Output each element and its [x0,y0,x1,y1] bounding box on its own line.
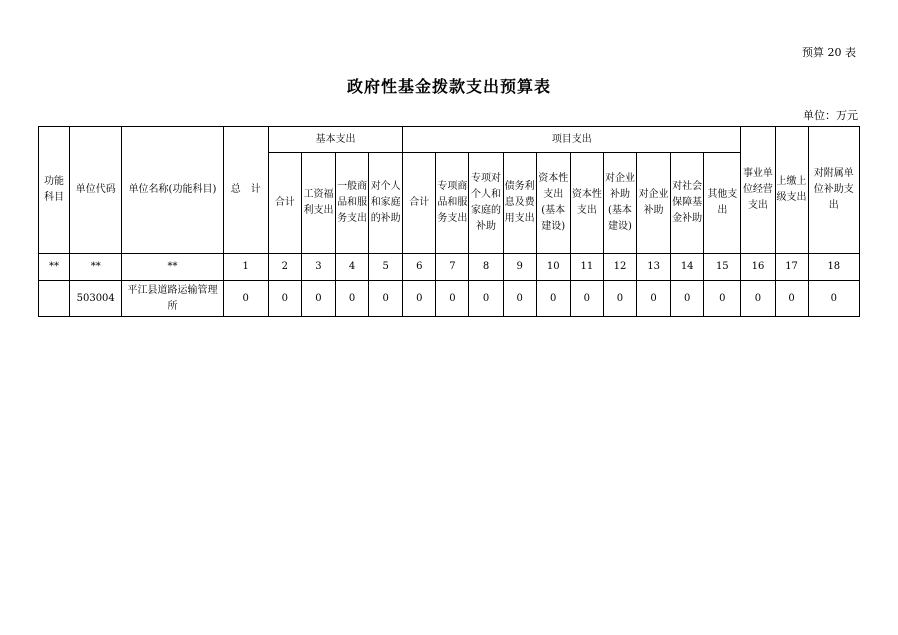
index-cell: 14 [671,254,704,281]
header-project-capital-construction: 资本性支出(基本建设) [536,153,570,254]
cell-value: 0 [268,281,301,317]
cell-value: 0 [301,281,335,317]
cell-value: 0 [369,281,403,317]
header-basic-group: 基本支出 [268,127,402,153]
cell-value: 0 [503,281,536,317]
header-unit-code: 单位代码 [70,127,122,254]
cell-value: 0 [704,281,741,317]
header-project-enterprise: 对企业补助 [637,153,671,254]
cell-value: 0 [403,281,436,317]
form-number: 预算 20 表 [802,46,856,59]
header-upper-pay: 上缴上级支出 [775,127,808,254]
header-basic-total: 合计 [268,153,301,254]
index-cell: 12 [603,254,636,281]
index-cell: 5 [369,254,403,281]
cell-value: 0 [741,281,775,317]
index-cell: 16 [741,254,775,281]
index-cell: 15 [704,254,741,281]
cell-unit-code: 503004 [70,281,122,317]
index-cell: 4 [336,254,369,281]
header-project-total: 合计 [403,153,436,254]
index-cell: 11 [570,254,603,281]
header-biz-ops: 事业单位经营支出 [741,127,775,254]
index-cell: 6 [403,254,436,281]
cell-value: 0 [570,281,603,317]
header-unit-name: 单位名称(功能科目) [122,127,223,254]
cell-value: 0 [671,281,704,317]
cell-value: 0 [436,281,469,317]
index-cell: 1 [223,254,268,281]
cell-value: 0 [469,281,503,317]
unit-label: 单位：万元 [803,109,858,122]
header-project-social-security: 对社会保障基金补助 [671,153,704,254]
cell-value: 0 [336,281,369,317]
index-cell: ** [122,254,223,281]
index-cell: 2 [268,254,301,281]
header-basic-wages: 工资福利支出 [301,153,335,254]
index-cell: ** [39,254,70,281]
header-project-other: 其他支出 [704,153,741,254]
header-project-goods: 专项商品和服务支出 [436,153,469,254]
cell-func-subject [39,281,70,317]
page-title: 政府性基金拨款支出预算表 [346,77,551,96]
index-cell: 7 [436,254,469,281]
index-cell: 10 [536,254,570,281]
index-cell: 3 [301,254,335,281]
header-func-subject: 功能科目 [39,127,70,254]
header-basic-goods: 一般商品和服务支出 [336,153,369,254]
cell-value: 0 [808,281,859,317]
header-project-capital: 资本性支出 [570,153,603,254]
index-cell: 9 [503,254,536,281]
cell-unit-name: 平江县道路运输管理所 [122,281,223,317]
index-cell: ** [70,254,122,281]
cell-value: 0 [536,281,570,317]
index-cell: 18 [808,254,859,281]
header-project-personal: 专项对个人和家庭的补助 [469,153,503,254]
budget-table [38,126,860,317]
table-row [39,281,860,317]
index-cell: 8 [469,254,503,281]
cell-value: 0 [637,281,671,317]
cell-value: 0 [223,281,268,317]
index-row [39,254,860,281]
cell-value: 0 [603,281,636,317]
header-total: 总 计 [223,127,268,254]
header-basic-personal: 对个人和家庭的补助 [369,153,403,254]
cell-value: 0 [775,281,808,317]
index-cell: 13 [637,254,671,281]
header-project-debt: 债务利息及费用支出 [503,153,536,254]
index-cell: 17 [775,254,808,281]
header-affil-sub: 对附属单位补助支出 [808,127,859,254]
header-project-group: 项目支出 [403,127,741,153]
header-project-enterprise-construction: 对企业补助(基本建设) [603,153,636,254]
